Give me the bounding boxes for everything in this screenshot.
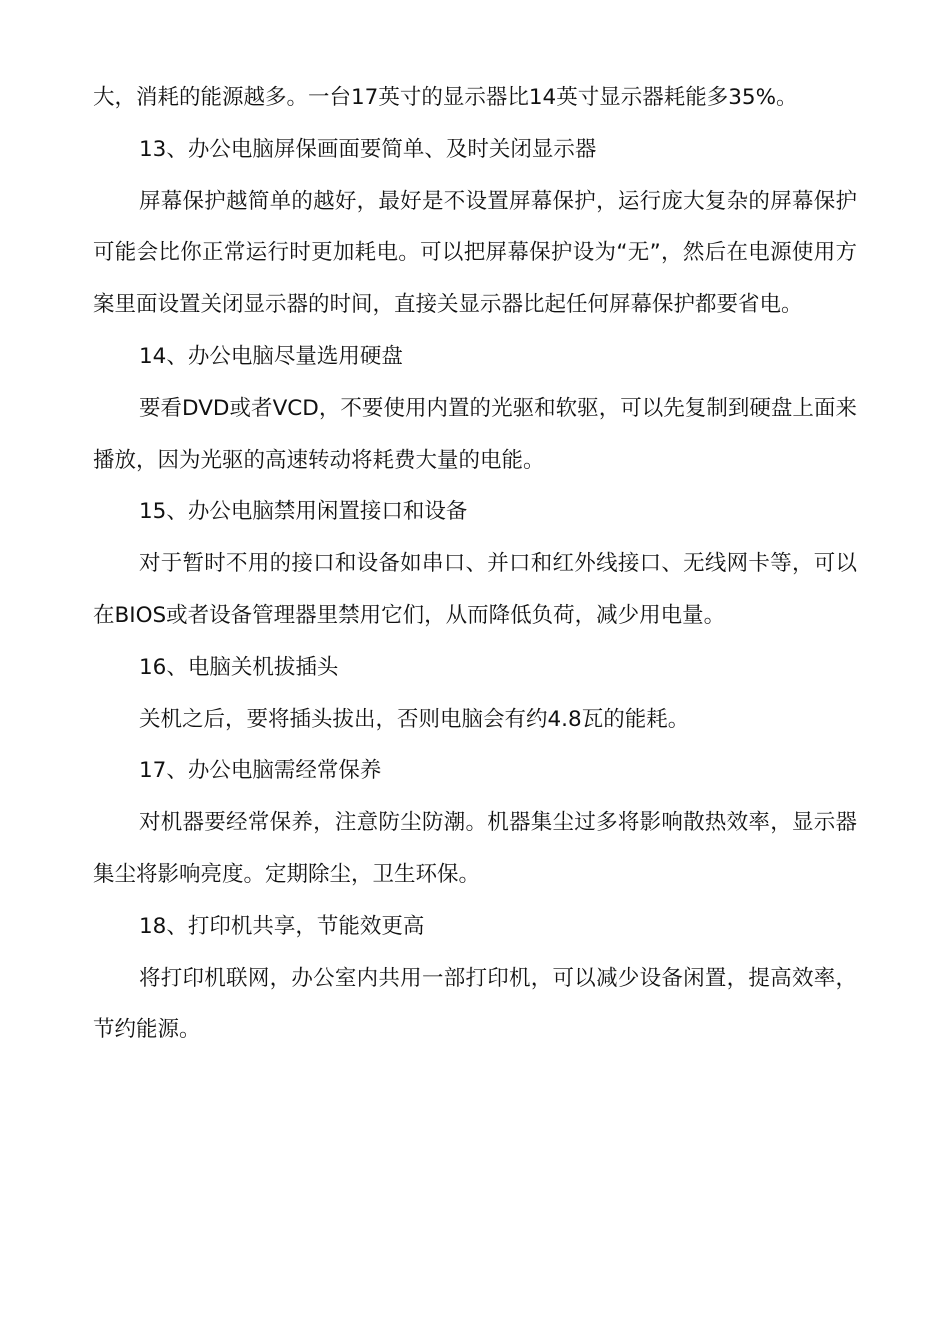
heading-18: 18、打印机共享，节能效更高: [139, 913, 425, 939]
heading-16: 16、电脑关机拔插头: [139, 654, 339, 680]
heading-13: 13、办公电脑屏保画面要简单、及时关闭显示器: [139, 136, 597, 162]
paragraph-13: 屏幕保护越简单的越好，最好是不设置屏幕保护，运行庞大复杂的屏幕保护可能会比你正常运行时更加耗电。可以把屏幕保护设为“无”，然后在电源使用方案里面设置关闭显示器的时间，直接关显示器比起任何屏幕保护都要省电。: [93, 188, 857, 318]
paragraph-14: 要看DVD或者VCD，不要使用内置的光驱和软驱，可以先复制到硬盘上面来播放，因为光驱的高速转动将耗费大量的电能。: [93, 395, 857, 473]
paragraph-15: 对于暂时不用的接口和设备如串口、并口和红外线接口、无线网卡等，可以在BIOS或者设备管理器里禁用它们，从而降低负荷，减少用电量。: [93, 551, 857, 628]
heading-17: 17、办公电脑需经常保养: [139, 758, 382, 784]
heading-14: 14、办公电脑尽量选用硬盘: [139, 343, 403, 369]
document-body: [93, 72, 857, 1056]
paragraph-continued: 大，消耗的能源越多。一台17英寸的显示器比14英寸显示器耗能多35%。: [93, 85, 798, 110]
paragraph-17: 对机器要经常保养，注意防尘防潮。机器集尘过多将影响散热效率，显示器集尘将影响亮度。定期除尘，卫生环保。: [93, 810, 857, 887]
paragraph-18: 将打印机联网，办公室内共用一部打印机，可以减少设备闲置，提高效率，节约能源。: [93, 965, 857, 1043]
paragraph-16: 关机之后，要将插头拔出，否则电脑会有约4.8瓦的能耗。: [139, 706, 690, 732]
heading-15: 15、办公电脑禁用闲置接口和设备: [139, 499, 468, 525]
